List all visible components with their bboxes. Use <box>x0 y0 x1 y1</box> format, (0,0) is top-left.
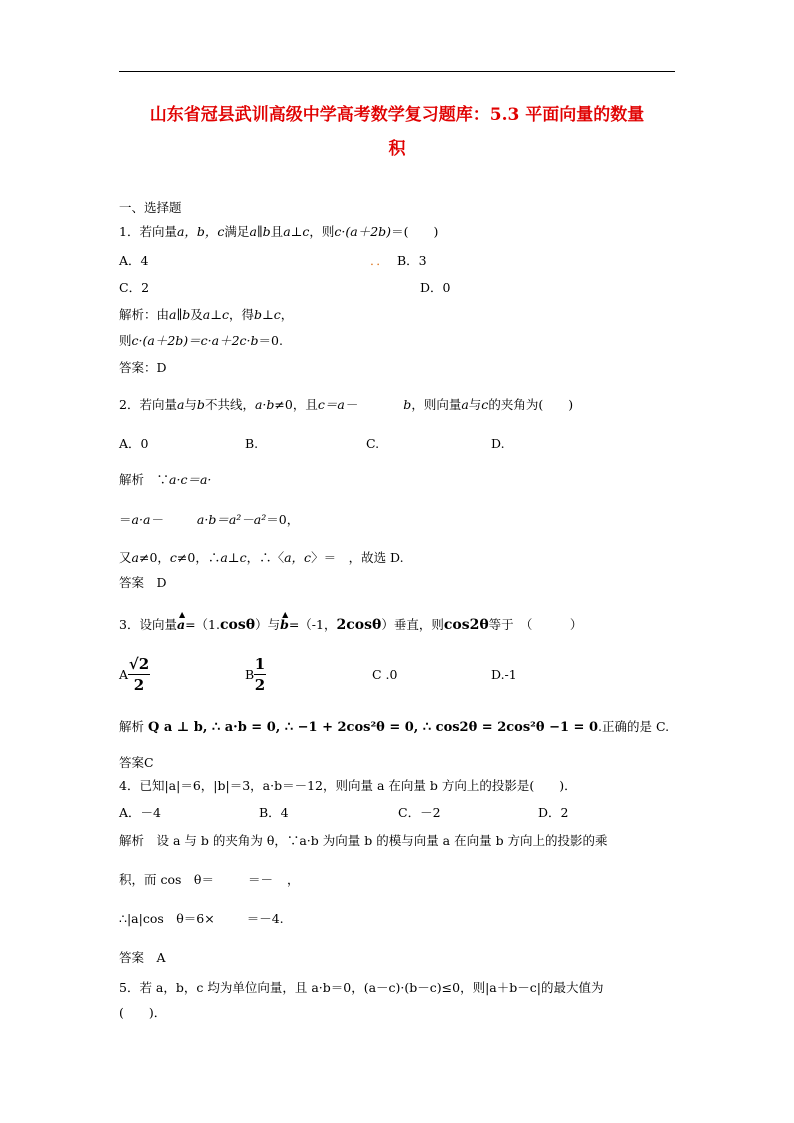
text: ，得 <box>228 307 254 322</box>
text: ）垂直，则 <box>381 617 444 632</box>
q3-answer: 答案C <box>119 755 154 770</box>
q2-stem <box>119 397 573 413</box>
text: ＝－ <box>247 872 273 887</box>
vector-a <box>176 609 186 633</box>
q4-stem: 4．已知|a|＝6，|b|＝3，a·b＝－12，则向量 a 在向量 b 方向上的投影是( )． <box>119 778 577 793</box>
math: a⊥c <box>202 307 229 322</box>
q4-answer: 答案 A <box>119 950 166 965</box>
text: ＝0. <box>258 333 283 348</box>
text: 又 <box>119 550 132 565</box>
q4-option-d: D．2 <box>538 805 569 820</box>
math: c·(a＋2b) <box>334 224 392 239</box>
math: b <box>196 397 205 412</box>
text: 等于 （ ） <box>488 617 583 632</box>
doc-title-line2: 积 <box>388 139 406 159</box>
q3-option-d: D.-1 <box>491 667 517 682</box>
numerator: √2 <box>128 655 150 673</box>
numerator: 1 <box>254 655 266 673</box>
q2-option-d: D. <box>491 436 505 451</box>
text: =（-1， <box>288 617 337 632</box>
q2-option-a: A．0 <box>119 436 149 451</box>
text: 1．若向量 <box>119 224 177 239</box>
section-heading: 一、选择题 <box>119 200 182 215</box>
q2-solution-line3 <box>119 550 404 566</box>
text: 且 <box>270 224 284 239</box>
math: a⊥c <box>283 224 310 239</box>
fraction-bar <box>128 674 150 675</box>
math: b <box>403 397 412 412</box>
vector-arrow-icon: ▲ <box>178 609 186 619</box>
math: a⊥c <box>220 550 247 565</box>
denominator: 2 <box>254 676 266 694</box>
q1-answer: 答案：D <box>119 360 167 375</box>
text: 则 <box>119 333 132 348</box>
text: 与 <box>184 397 197 412</box>
text: 与 <box>468 397 482 412</box>
q3-option-b-label: B <box>245 667 255 682</box>
q2-option-c: C. <box>366 436 380 451</box>
q3-solution <box>119 719 669 736</box>
text: 积，而 cos θ＝ <box>119 872 214 887</box>
q4-option-c: C．－2 <box>398 805 441 820</box>
q1-solution-line2 <box>119 333 283 349</box>
text: ＝ <box>119 512 132 527</box>
text: ， <box>286 872 300 887</box>
q1-option-c: C．2 <box>119 280 150 295</box>
q2-solution-line2 <box>119 512 299 528</box>
text: ≠0， <box>138 550 170 565</box>
text: =（1. <box>185 617 220 632</box>
text: 3．设向量 <box>119 617 177 632</box>
text: 不共线， <box>204 397 255 412</box>
math: c <box>481 397 489 412</box>
math: a <box>176 397 185 412</box>
text: ）与 <box>255 617 281 632</box>
doc-title-line1: 山东省冠县武训高级中学高考数学复习题库：5.3 平面向量的数量 <box>149 105 645 125</box>
text: 解析 <box>119 719 145 734</box>
q4-solution-line1: 解析 设 a 与 b 的夹角为 θ，∵a·b 为向量 b 的模与向量 a 在向量 b 方向上的投影的乘 <box>119 833 608 848</box>
text: ∴|a|cos θ＝6× <box>119 911 215 926</box>
q1-option-a: A．4 <box>119 253 149 268</box>
q3-option-b-fraction <box>254 655 266 694</box>
text: ＝0， <box>266 512 300 527</box>
math: a·c＝a· <box>169 472 212 487</box>
math: cos2θ <box>443 617 489 633</box>
math: 2cosθ <box>336 617 382 633</box>
math: a，b，c <box>176 224 225 239</box>
stray-dots: ．． <box>370 253 389 268</box>
q4-solution-line3 <box>119 911 284 927</box>
text: ＝( ) <box>391 224 439 239</box>
text: ，则 <box>309 224 335 239</box>
text: 解析：由 <box>119 307 170 322</box>
math: a <box>461 397 469 412</box>
q2-option-b: B. <box>245 436 259 451</box>
q3-option-a-fraction <box>128 655 150 694</box>
q2-answer: 答案 D <box>119 575 167 590</box>
q1-option-d: D．0 <box>420 280 451 295</box>
q1-option-b: B．3 <box>397 253 427 268</box>
text: ，∴〈 <box>246 550 285 565</box>
vector-b <box>280 609 289 633</box>
text: ≠0，且 <box>274 397 318 412</box>
math: a∥b <box>169 307 191 322</box>
text: ， <box>280 307 294 322</box>
math: c·(a＋2b)＝c·a＋2c·b <box>131 333 259 348</box>
text: 2．若向量 <box>119 397 177 412</box>
q2-solution-line1 <box>119 472 211 488</box>
q4-solution-line2 <box>119 872 299 888</box>
q3-stem <box>119 609 583 633</box>
math: a，c <box>284 550 312 565</box>
math: a∥b <box>249 224 271 239</box>
text: 〉＝ ，故选 D. <box>311 550 404 565</box>
text: 及 <box>190 307 203 322</box>
header-rule <box>119 71 675 72</box>
text: ≠0，∴ <box>176 550 221 565</box>
text: 满足 <box>224 224 250 239</box>
math: a·b＝a²－a² <box>196 512 267 527</box>
q5-stem-line1: 5．若 a，b，c 均为单位向量，且 a·b＝0，(a－c)·(b－c)≤0，则|a＋b－c|的最大值为 <box>119 980 604 995</box>
math: b <box>280 617 289 632</box>
denominator: 2 <box>133 676 145 694</box>
math: a·a－ <box>131 512 163 527</box>
q1-stem <box>119 224 438 240</box>
math: b⊥c <box>254 307 281 322</box>
q4-option-b: B．4 <box>259 805 289 820</box>
math: a <box>176 617 186 632</box>
text: 解析 ∵ <box>119 472 170 487</box>
q3-option-c: C .0 <box>372 667 398 682</box>
q4-option-a: A．－4 <box>119 805 161 820</box>
text: ＝－4. <box>246 911 284 926</box>
fraction-bar <box>254 674 266 675</box>
q1-solution-line1 <box>119 307 293 323</box>
vector-arrow-icon: ▲ <box>282 609 289 619</box>
text: ，则向量 <box>411 397 462 412</box>
q5-stem-line2: ( )． <box>119 1005 167 1020</box>
math: c <box>169 550 177 565</box>
math: a·b <box>254 397 275 412</box>
q3-option-a-label: A <box>119 667 129 682</box>
math: cosθ <box>219 617 256 633</box>
text: 的夹角为( ) <box>488 397 574 412</box>
math: c＝a－ <box>317 397 358 412</box>
math: Q a ⊥ b, ∴ a·b = 0, ∴ −1 + 2cos²θ = 0, ∴ cos2θ = 2cos²θ −1 = 0 <box>148 720 598 735</box>
math: a <box>131 550 139 565</box>
text: .正确的是 C. <box>598 719 670 734</box>
